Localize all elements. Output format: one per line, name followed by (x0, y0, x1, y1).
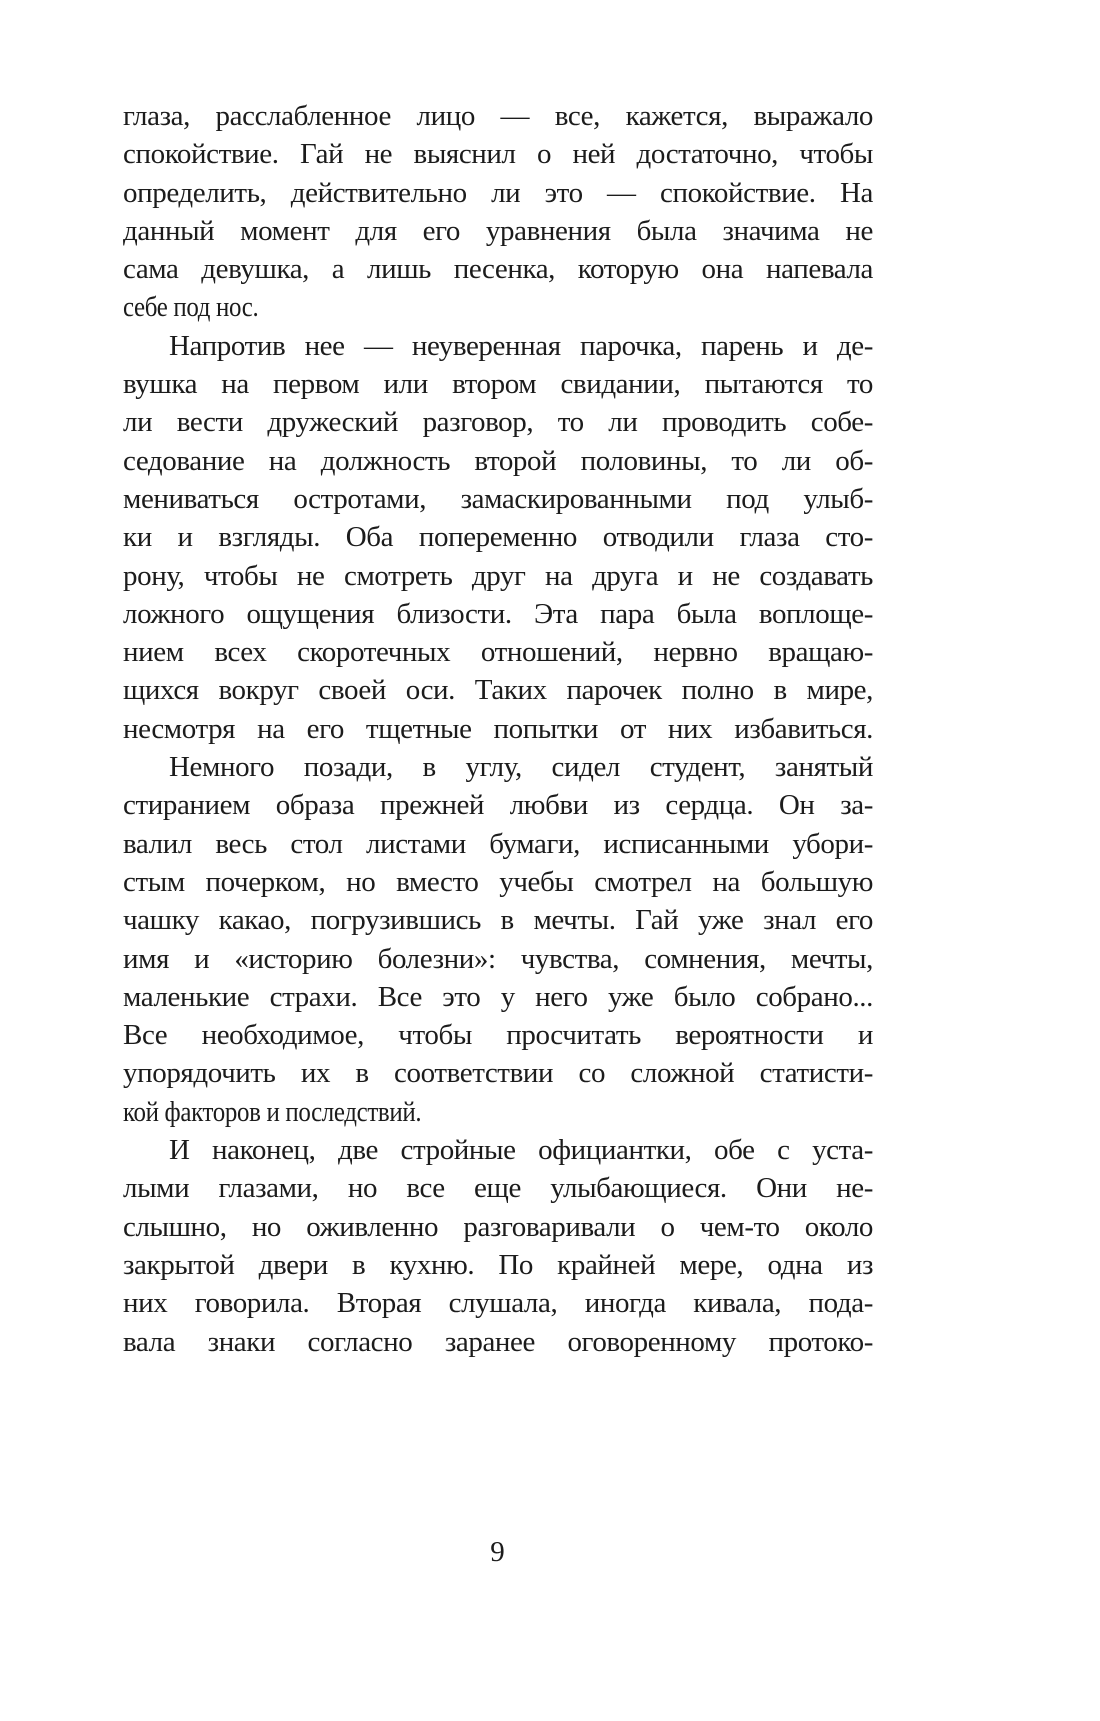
text-line: несмотря на его тщетные попытки от них избавиться. (123, 712, 873, 745)
text-line: щихся вокруг своей оси. Таких парочек полно в мире, (123, 674, 873, 707)
text-line: закрытой двери в кухню. По крайней мере, одна из (123, 1248, 873, 1281)
text-line: определить, действительно ли это — спокойствие. На (123, 176, 873, 209)
text-line: мениваться остротами, замаскированными под улыб- (123, 482, 873, 515)
text-line: них говорила. Вторая слушала, иногда кивала, пода- (123, 1287, 873, 1320)
page-number: 9 (490, 1536, 505, 1568)
paragraph-first-line: Напротив нее — неуверенная парочка, парень и де- (169, 329, 873, 362)
text-line: ли вести дружеский разговор, то ли проводить собе- (123, 406, 873, 439)
text-line: вушка на первом или втором свидании, пытаются то (123, 368, 873, 401)
body-text (123, 97, 873, 1361)
text-line: седование на должность второй половины, то ли об- (123, 444, 873, 477)
text-line: глаза, расслабленное лицо — все, кажется, выражало (123, 100, 873, 132)
text-line: ки и взгляды. Оба попеременно отводили глаза сто- (123, 521, 873, 554)
text-line: спокойствие. Гай не выяснил о ней достаточно, чтобы (123, 138, 873, 171)
paragraph-first-line: И наконец, две стройные официантки, обе с уста- (169, 1134, 873, 1167)
text-line: Все необходимое, чтобы просчитать вероятности и (123, 1019, 873, 1052)
paragraph-first-line: Немного позади, в углу, сидел студент, занятый (169, 751, 873, 784)
text-line: стиранием образа прежней любви из сердца. Он за- (123, 789, 873, 822)
text-line: вала знаки согласно заранее оговоренному протоко- (123, 1325, 873, 1358)
text-line: себе под нос. (123, 291, 259, 324)
text-line: нием всех скоротечных отношений, нервно вращаю- (123, 636, 873, 669)
text-line: лыми глазами, но все еще улыбающиеся. Они не- (123, 1172, 873, 1205)
text-line: слышно, но оживленно разговаривали о чем-то около (123, 1210, 873, 1243)
text-line: чашку какао, погрузившись в мечты. Гай уже знал его (123, 904, 873, 937)
text-line: кой факторов и последствий. (123, 1095, 422, 1128)
text-line: маленькие страхи. Все это у него уже было собрано... (123, 980, 873, 1013)
text-line: данный момент для его уравнения была значима не (123, 214, 873, 247)
text-line: стым почерком, но вместо учебы смотрел на большую (123, 865, 873, 898)
text-line: ложного ощущения близости. Эта пара была воплоще- (123, 597, 873, 630)
text-line: валил весь стол листами бумаги, исписанными убори- (123, 827, 873, 860)
text-line: упорядочить их в соответствии со сложной статисти- (123, 1057, 873, 1090)
text-line: имя и «историю болезни»: чувства, сомнения, мечты, (123, 942, 873, 975)
text-line: сама девушка, а лишь песенка, которую она напевала (123, 253, 873, 286)
text-line: рону, чтобы не смотреть друг на друга и не создавать (123, 559, 873, 592)
